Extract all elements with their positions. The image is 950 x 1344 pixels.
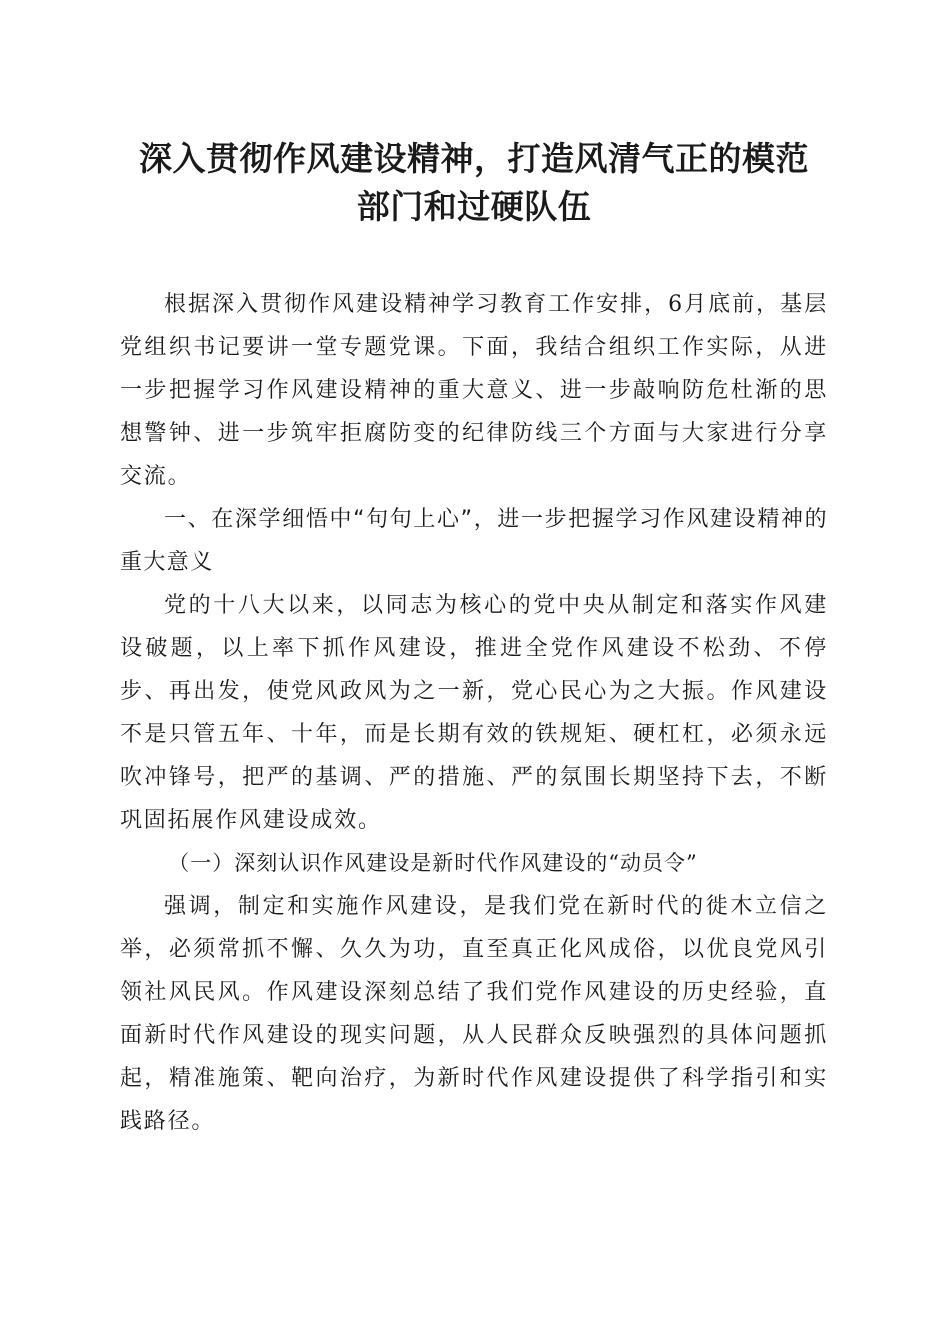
document-page xyxy=(120,135,828,1143)
subsection-1-paragraph: 强调，制定和实施作风建设，是我们党在新时代的徙木立信之举，必须常抓不懈、久久为功，直至真正化风成俗，以优良党风引领社风民风。作风建设深刻总结了我们党作风建设的历史经验，直面新时代作风建设的现实问题，从人民群众反映强烈的具体问题抓起，精准施策、靶向治疗，为新时代作风建设提供了科学指引和实践路径。 xyxy=(120,894,828,1134)
document-title xyxy=(120,135,828,231)
document-body xyxy=(120,283,828,1143)
subsection-1-heading: （一）深刻认识作风建设是新时代作风建设的“动员令” xyxy=(168,851,698,875)
intro-paragraph: 根据深入贯彻作风建设精神学习教育工作安排，6月底前，基层党组织书记要讲一堂专题党课。下面，我结合组织工作实际，从进一步把握学习作风建设精神的重大意义、进一步敲响防危杜渐的思想警钟、进一步筑牢拒腐防变的纪律防线三个方面与大家进行分享交流。 xyxy=(120,292,828,489)
title-line-1: 深入贯彻作风建设精神，打造风清气正的模范 xyxy=(139,139,809,178)
section-1-paragraph: 党的十八大以来，以同志为核心的党中央从制定和落实作风建设破题，以上率下抓作风建设，推进全党作风建设不松劲、不停步、再出发，使党风政风为之一新，党心民心为之大振。作风建设不是只管五年、十年，而是长期有效的铁规矩、硬杠杠，必须永远吹冲锋号，把严的基调、严的措施、严的氛围长期坚持下去，不断巩固拓展作风建设成效。 xyxy=(120,593,828,833)
section-1-heading: 一、在深学细悟中“句句上心”，进一步把握学习作风建设精神的重大意义 xyxy=(120,507,828,575)
title-line-2: 部门和过硬队伍 xyxy=(356,187,592,226)
